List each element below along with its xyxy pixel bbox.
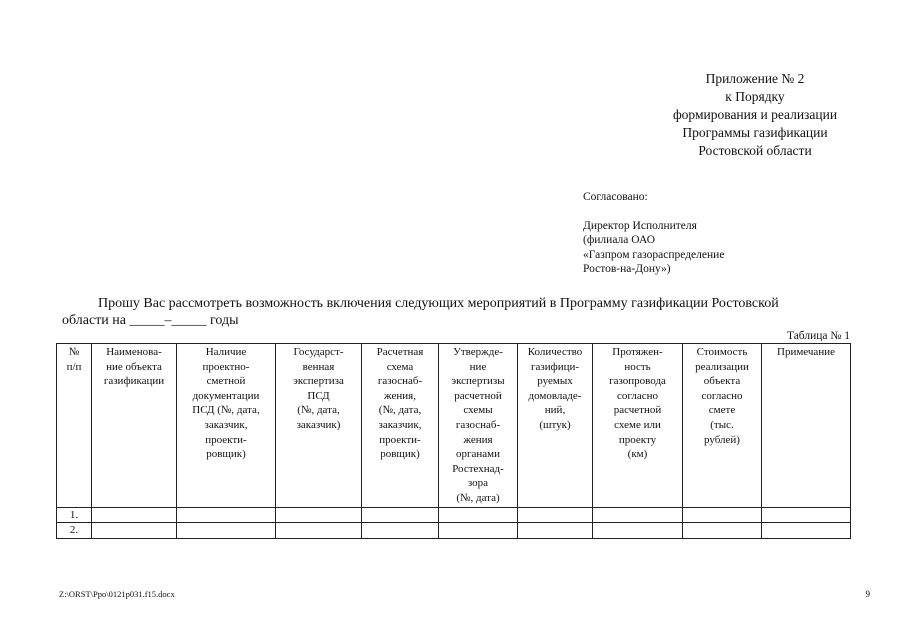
table-cell: [362, 523, 439, 539]
table-cell: [593, 507, 683, 523]
table-cell: [439, 523, 518, 539]
column-header-state-expertise: Государст- венная экспертиза ПСД (№, дата, заказчик): [276, 344, 362, 508]
table-cell: [177, 507, 276, 523]
table-cell: [276, 507, 362, 523]
approval-title: Согласовано:: [583, 191, 648, 203]
table-cell: [92, 507, 177, 523]
table-cell: [593, 523, 683, 539]
column-header-supply-scheme: Расчетная схема газоснаб- жения, (№, дата, заказчик, проекти- ровщик): [362, 344, 439, 508]
appendix-line: к Порядку: [725, 89, 785, 104]
table-cell: [762, 507, 851, 523]
table-cell: [177, 523, 276, 539]
column-header-notes: Примечание: [762, 344, 851, 508]
column-header-cost: Стоимость реализации объекта согласно смете (тыс. рублей): [683, 344, 762, 508]
column-header-design-docs: Наличие проектно- сметной документации ПСД (№, дата, заказчик, проекти- ровщик): [177, 344, 276, 508]
approval-line: Ростов-на-Дону»): [583, 263, 671, 275]
appendix-line: формирования и реализации: [672, 107, 838, 122]
table-cell: [518, 523, 593, 539]
appendix-line: Программы газификации: [682, 125, 828, 140]
appendix-line: Ростовской области: [698, 143, 812, 158]
table-cell: 2.: [57, 523, 92, 539]
column-header-households-count: Количество газифици- руемых домовладе- ний, (штук): [518, 344, 593, 508]
approval-block: [583, 190, 843, 277]
table-cell: [683, 507, 762, 523]
file-path: Z:\ORST\Ppo\0121p031.f15.docx: [59, 589, 175, 599]
appendix-block: [650, 70, 860, 160]
table-cell: 1.: [57, 507, 92, 523]
table-cell: [518, 507, 593, 523]
approval-line: «Газпром газораспределение: [583, 248, 725, 261]
request-line-1: Прошу Вас рассмотреть возможность включения следующих мероприятий в Программу газификации Ростовской: [98, 296, 779, 311]
table-header-row: [57, 344, 851, 508]
column-header-object-name: Наименова- ние объекта газификации: [92, 344, 177, 508]
table-row: [57, 507, 851, 523]
column-header-pipeline-length: Протяжен- ность газопровода согласно расчетной схеме или проекту (км): [593, 344, 683, 508]
column-header-number: № п/п: [57, 344, 92, 508]
table-cell: [362, 507, 439, 523]
table-cell: [683, 523, 762, 539]
table-cell: [762, 523, 851, 539]
projects-table: [56, 343, 851, 539]
appendix-line: Приложение № 2: [705, 71, 805, 86]
table-cell: [92, 523, 177, 539]
request-line-2: области на _____–_____ годы: [62, 313, 239, 328]
table-label: Таблица № 1: [786, 330, 850, 342]
column-header-scheme-approval: Утвержде- ние экспертизы расчетной схемы газоснаб- жения органами Ростехнад- зора (№, дата): [439, 344, 518, 508]
table-cell: [439, 507, 518, 523]
table-cell: [276, 523, 362, 539]
request-paragraph: [62, 295, 852, 329]
page-number: 9: [865, 589, 870, 599]
approval-line: (филиала ОАО: [583, 234, 656, 246]
approval-line: Директор Исполнителя: [583, 219, 697, 232]
table-row: [57, 523, 851, 539]
